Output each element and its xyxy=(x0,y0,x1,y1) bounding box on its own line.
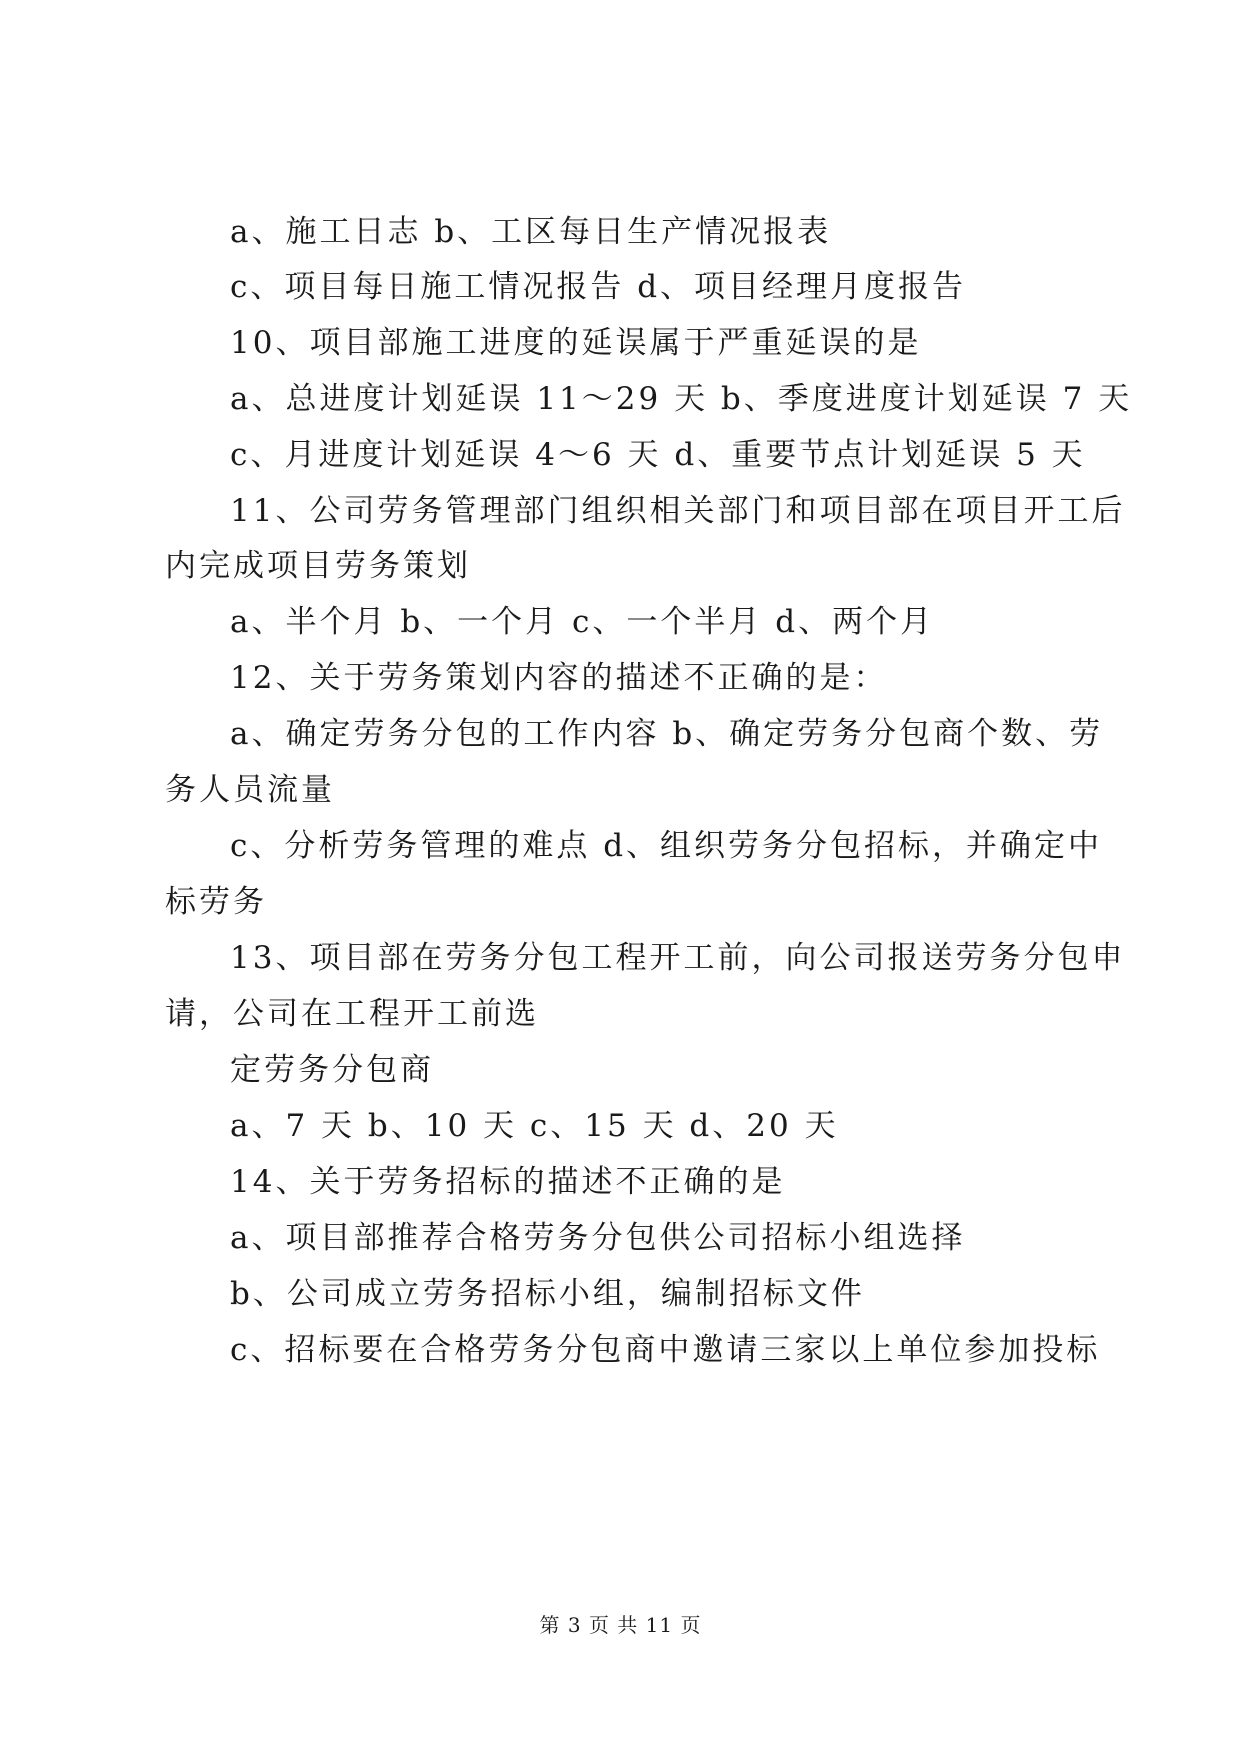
text-line: 定劳务分包商 xyxy=(230,1052,434,1088)
text-line: 务人员流量 xyxy=(165,772,335,808)
text-line: 14、关于劳务招标的描述不正确的是 xyxy=(230,1164,786,1200)
text-line: 11、公司劳务管理部门组织相关部门和项目部在项目开工后 xyxy=(230,493,1126,529)
text-line: a、7 天 b、10 天 c、15 天 d、20 天 xyxy=(230,1108,839,1144)
text-line: a、施工日志 b、工区每日生产情况报表 xyxy=(230,214,832,250)
text-line: a、总进度计划延误 11～29 天 b、季度进度计划延误 7 天 xyxy=(230,381,1133,417)
text-line: c、项目每日施工情况报告 d、项目经理月度报告 xyxy=(230,269,967,305)
text-line: 标劳务 xyxy=(165,884,267,920)
text-line: 12、关于劳务策划内容的描述不正确的是： xyxy=(230,660,888,696)
text-line: a、确定劳务分包的工作内容 b、确定劳务分包商个数、劳 xyxy=(230,716,1104,752)
text-line: 请，公司在工程开工前选 xyxy=(165,996,539,1032)
text-line: 13、项目部在劳务分包工程开工前，向公司报送劳务分包申 xyxy=(230,940,1126,976)
text-line: a、半个月 b、一个月 c、一个半月 d、两个月 xyxy=(230,604,935,640)
text-line: a、项目部推荐合格劳务分包供公司招标小组选择 xyxy=(230,1220,966,1256)
page-footer: 第 3 页 共 11 页 xyxy=(539,1613,702,1637)
text-line: 内完成项目劳务策划 xyxy=(165,548,471,584)
text-line: c、月进度计划延误 4～6 天 d、重要节点计划延误 5 天 xyxy=(230,437,1086,473)
text-line: c、分析劳务管理的难点 d、组织劳务分包招标，并确定中 xyxy=(230,828,1103,864)
text-line: b、公司成立劳务招标小组，编制招标文件 xyxy=(230,1276,865,1312)
text-line: 10、项目部施工进度的延误属于严重延误的是 xyxy=(230,325,922,361)
text-line: c、招标要在合格劳务分包商中邀请三家以上单位参加投标 xyxy=(230,1332,1101,1368)
